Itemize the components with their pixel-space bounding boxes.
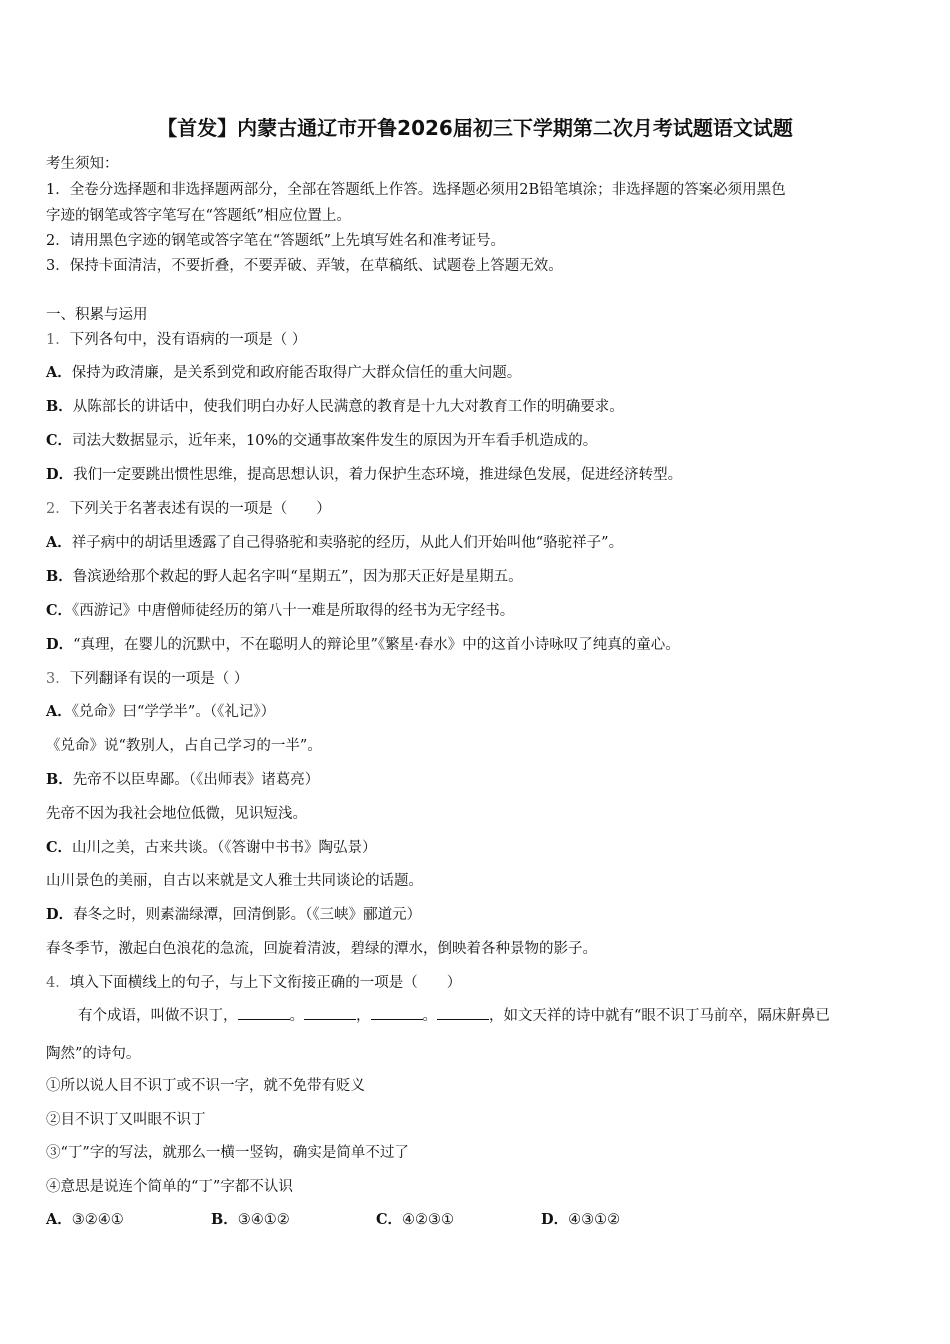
option-label: D． [46,906,74,923]
q4-option-c [376,1208,454,1229]
q3-option-c-translation: 山川景色的美丽，自古以来就是文人雅士共同谈论的话题。 [46,873,423,889]
question-4 [46,971,461,992]
q4-sentence-4: ④意思是说连个简单的“丁”字都不认识 [46,1179,293,1195]
notice-heading: 考生须知： [46,156,119,172]
question-2 [46,497,331,518]
option-text: “真理，在婴儿的沉默中，不在聪明人的辩论里”《繁星·春水》中的这首小诗咏叹了纯真的童心。 [73,637,680,653]
question-stem: 下列翻译有误的一项是（ ） [69,671,249,687]
option-label: D． [46,466,74,483]
q4-option-a [46,1208,124,1229]
fill-blank [437,1005,489,1020]
passage-text: 有个成语，叫做不识丁， [78,1008,238,1024]
option-label: A． [46,364,72,381]
q4-option-d [541,1208,620,1229]
notice-item-1a: 1．全卷分选择题和非选择题两部分，全部在答题纸上作答。选择题必须用2B铅笔填涂；非选择题的答案必须用黑色 [46,182,786,198]
q1-option-d [46,463,682,484]
q4-sentence-3: ③“丁”字的写法，就那么一横一竖钩，确实是简单不过了 [46,1145,409,1161]
option-text: 司法大数据显示，近年来，10%的交通事故案件发生的原因为开车看手机造成的。 [72,433,598,449]
q3-option-d [46,903,421,924]
option-label: C． [46,602,73,619]
q4-sentence-1: ①所以说人目不识丁或不识一字，就不免带有贬义 [46,1078,365,1094]
passage-punct: 。 [289,1008,304,1024]
option-label: B． [46,398,73,415]
q1-option-c [46,429,597,450]
option-label: C． [46,839,73,856]
q2-option-d [46,633,680,654]
option-label: A． [46,703,72,720]
option-label: A． [46,1211,72,1228]
option-text: ③②④① [71,1212,124,1228]
passage-punct: ， [356,1008,371,1024]
notice-item-3: 3．保持卡面清洁，不要折叠，不要弄破、弄皱，在草稿纸、试题卷上答题无效。 [46,258,563,274]
question-number: 4． [46,975,70,991]
notice-item-1b: 字迹的钢笔或答字笔写在“答题纸”相应位置上。 [46,208,351,224]
fill-blank [238,1005,290,1020]
passage-text: ，如文天祥的诗中就有“眼不识丁马前卒，隔床鼾鼻已 [489,1008,830,1024]
q4-passage-continued: 陶然”的诗句。 [46,1046,141,1062]
page-title: 【首发】内蒙古通辽市开鲁2026届初三下学期第二次月考试题语文试题 [157,116,793,140]
option-text: ④②③① [402,1212,455,1228]
q1-option-b [46,395,624,416]
q3-option-d-translation: 春冬季节，激起白色浪花的急流，回旋着清波，碧绿的潭水，倒映着各种景物的影子。 [46,941,597,957]
option-text: 祥子病中的胡话里透露了自己得骆驼和卖骆驼的经历，从此人们开始叫他“骆驼祥子”。 [71,535,624,551]
option-text: ③④①② [237,1212,290,1228]
q4-sentence-2: ②目不识丁又叫眼不识丁 [46,1112,206,1128]
question-3 [46,667,248,688]
notice-item-2: 2．请用黑色字迹的钢笔或答字笔在“答题纸”上先填写姓名和准考证号。 [46,233,506,249]
option-label: D． [46,636,74,653]
question-number: 2． [46,501,70,517]
option-text: ④③①② [568,1212,621,1228]
option-label: C． [376,1211,403,1228]
q2-option-c [46,599,514,620]
option-text: 山川之美，古来共谈。（《答谢中书书》陶弘景） [72,840,377,856]
fill-blank [304,1005,356,1020]
fill-blank [371,1005,423,1020]
option-text: 我们一定要跳出惯性思维，提高思想认识，着力保护生态环境，推进绿色发展，促进经济转型。 [73,467,683,483]
q4-option-b [211,1208,290,1229]
option-text: 鲁滨逊给那个救起的野人起名字叫“星期五”，因为那天正好是星期五。 [72,569,523,585]
option-label: B． [46,771,73,788]
q3-option-a [46,700,275,721]
question-stem: 下列各句中，没有语病的一项是（ ） [69,332,307,348]
option-label: B． [211,1211,238,1228]
q3-option-a-translation: 《兑命》说“教别人，占自己学习的一半”。 [46,738,322,754]
question-1 [46,328,306,349]
option-text: 先帝不以臣卑鄙。（《出师表》诸葛亮） [72,772,320,788]
option-label: A． [46,534,72,551]
question-stem: 下列关于名著表述有误的一项是（ ） [69,501,331,517]
option-text: 《西游记》中唐僧师徒经历的第八十一难是所取得的经书为无字经书。 [72,603,515,619]
question-number: 3． [46,671,70,687]
option-text: 从陈部长的讲话中，使我们明白办好人民满意的教育是十九大对教育工作的明确要求。 [72,399,624,415]
option-label: B． [46,568,73,585]
q4-passage [78,1004,830,1025]
option-text: 《兑命》曰“学学半”。（《礼记》） [71,704,276,720]
q3-option-b-translation: 先帝不因为我社会地位低微，见识短浅。 [46,806,307,822]
option-text: 春冬之时，则素湍绿潭，回清倒影。（《三峡》郦道元） [73,907,422,923]
q3-option-c [46,836,377,857]
passage-punct: 。 [422,1008,437,1024]
question-number: 1． [46,332,70,348]
q3-option-b [46,768,319,789]
option-label: D． [541,1211,569,1228]
q1-option-a [46,361,521,382]
q2-option-a [46,531,623,552]
section-heading: 一、积累与运用 [46,307,148,323]
question-stem: 填入下面横线上的句子，与上下文衔接正确的一项是（ ） [69,975,462,991]
q2-option-b [46,565,523,586]
option-label: C． [46,432,73,449]
option-text: 保持为政清廉，是关系到党和政府能否取得广大群众信任的重大问题。 [71,365,522,381]
